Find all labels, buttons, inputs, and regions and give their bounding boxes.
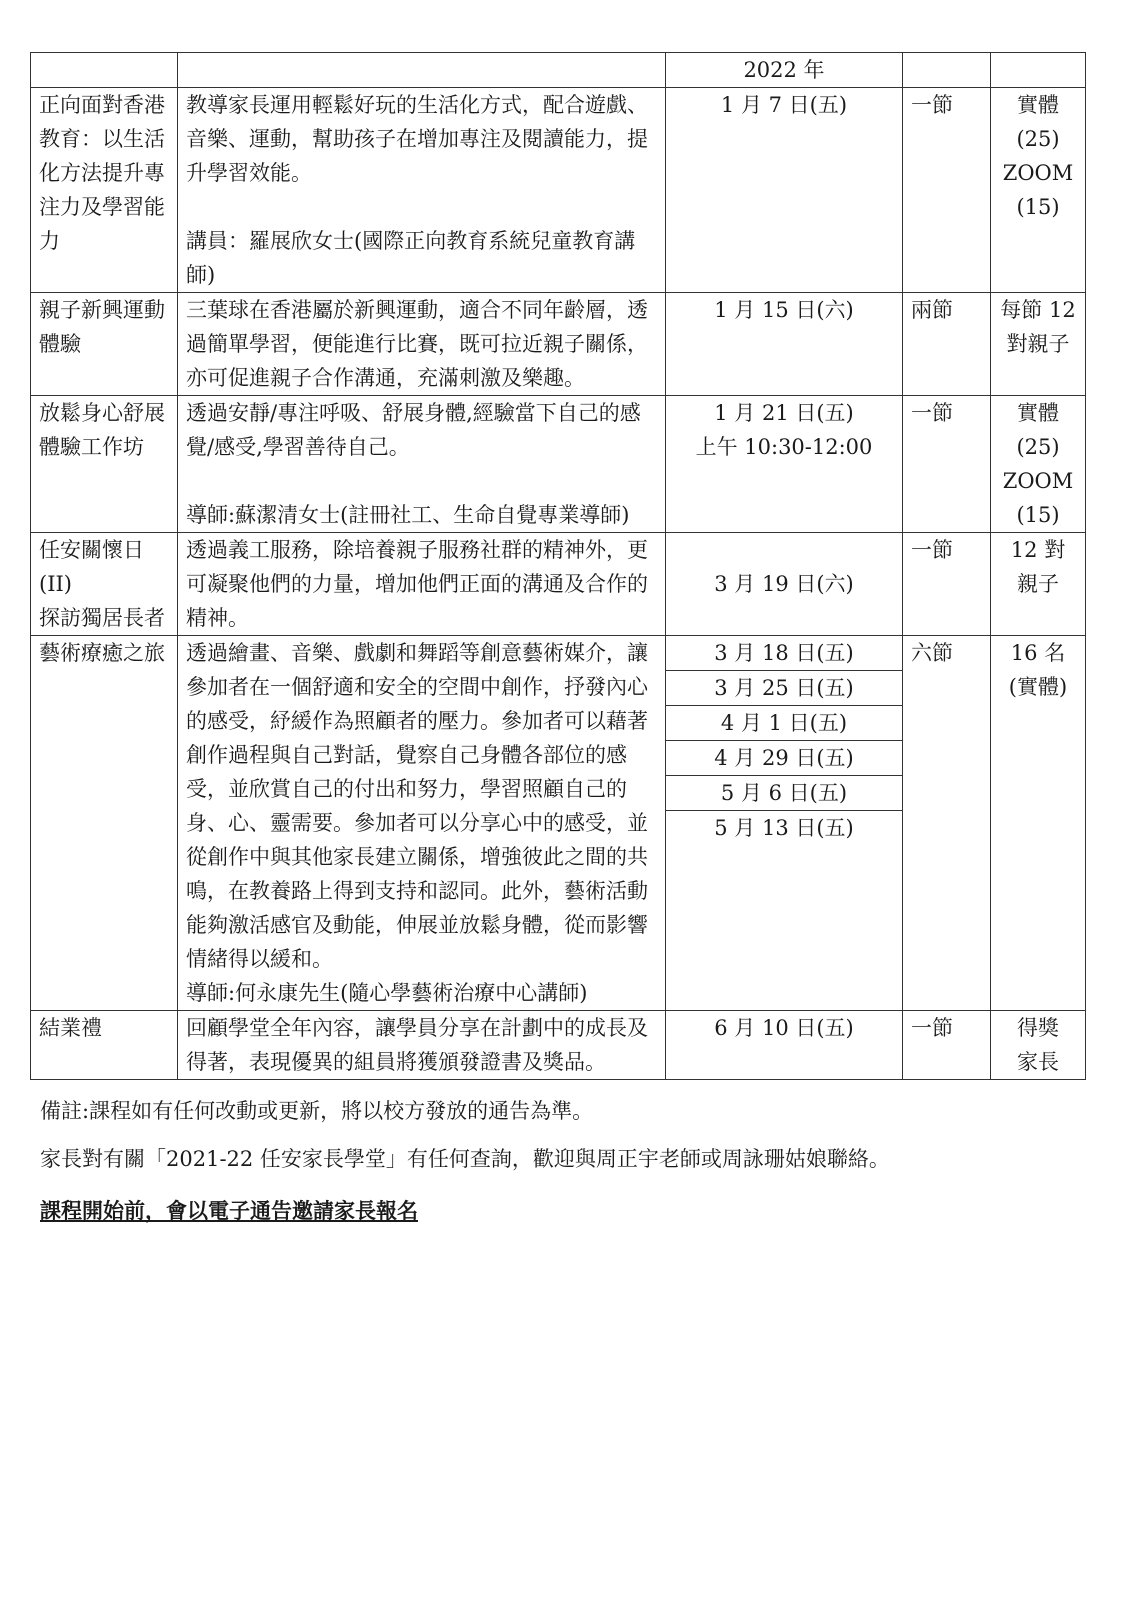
description-text: 透過繪畫、音樂、戲劇和舞蹈等創意藝術媒介，讓參加者在一個舒適和安全的空間中創作，抒發內心的感受，紓緩作為照顧者的壓力。參加者可以藉著創作過程與自己對話，覺察自己身體各部位的感受，並欣賞自己的付出和努力，學習照顧自己的身、心、靈需要。參加者可以分享心中的感受，並從創作中與其他家長建立關係，增強彼此之間的共鳴，在教養路上得到支持和認同。此外，藝術活動能夠激活感官及動能，伸展並放鬆身體，從而影響情緒得以緩和。 [186,641,648,971]
table-row [31,293,1086,396]
course-quota [991,1011,1086,1080]
speaker-text: 導師:何永康先生(隨心學藝術治療中心講師) [186,981,588,1005]
course-dates [666,636,903,1011]
header-cell-empty [991,53,1086,88]
date-item: 3 月 18 日(五) [666,636,902,671]
date-item: 5 月 13 日(五) [714,816,854,840]
quota-line: 12 對 [1010,538,1066,562]
table-row [31,1011,1086,1080]
quota-line: 實體 [1017,93,1059,117]
course-quota [991,396,1086,533]
quota-line: ZOOM [1002,469,1074,493]
course-quota [991,533,1086,636]
table-row [31,88,1086,293]
quota-line: (25) [1016,435,1060,459]
document-page [30,52,1085,1242]
course-description: 三葉球在香港屬於新興運動，適合不同年齡層，透過簡單學習，便能進行比賽，既可拉近親子關係，亦可促進親子合作溝通，充滿刺激及樂趣。 [178,293,666,396]
contact-note: 家長對有關「2021-22 任安家長學堂」有任何查詢，歡迎與周正宇老師或周詠珊姑娘聯絡。 [40,1147,890,1171]
remark-note: 備註:課程如有任何改動或更新，將以校方發放的通告為準。 [40,1099,594,1123]
course-date: 1 月 7 日(五) [666,88,903,293]
course-sessions: 一節 [903,88,991,293]
speaker-text: 講員：羅展欣女士(國際正向教育系統兒童教育講師) [186,229,636,287]
course-quota [991,293,1086,396]
table-header-row [31,53,1086,88]
quota-line: 16 名 [1010,641,1066,665]
table-row [31,533,1086,636]
quota-line: (25) [1016,127,1060,151]
date-item: 4 月 29 日(五) [666,741,902,776]
notes-section [30,1094,1085,1228]
table-row [31,396,1086,533]
course-sessions: 兩節 [903,293,991,396]
header-cell-empty [31,53,178,88]
course-title: 結業禮 [31,1011,178,1080]
course-sessions: 一節 [903,533,991,636]
date-item: 4 月 1 日(五) [666,706,902,741]
course-sessions: 一節 [903,1011,991,1080]
course-quota [991,88,1086,293]
date-item: 5 月 6 日(五) [666,776,902,811]
time-line: 上午 10:30-12:00 [695,435,873,459]
course-sessions: 一節 [903,396,991,533]
header-year: 2022 年 [666,53,903,88]
title-line: (II) [39,572,72,596]
course-title [31,533,178,636]
course-description [178,88,666,293]
quota-line: ZOOM [1002,161,1074,185]
course-title: 親子新興運動體驗 [31,293,178,396]
course-sessions: 六節 [903,636,991,1011]
quota-line: 得獎 [1017,1016,1059,1040]
course-date: 1 月 15 日(六) [666,293,903,396]
course-quota [991,636,1086,1011]
header-cell-empty [903,53,991,88]
course-description: 透過義工服務，除培養親子服務社群的精神外，更可凝聚他們的力量，增加他們正面的溝通及合作的精神。 [178,533,666,636]
quota-line: (實體) [1008,675,1068,699]
quota-line: (15) [1016,503,1060,527]
date-item: 3 月 25 日(五) [666,671,902,706]
quota-line: 對親子 [1006,332,1070,356]
enrolment-note: 課程開始前，會以電子通告邀請家長報名 [40,1198,418,1223]
description-text: 透過安靜/專注呼吸、舒展身體,經驗當下自己的感覺/感受,學習善待自己。 [186,401,641,459]
title-line: 探訪獨居長者 [39,606,165,630]
course-description [178,396,666,533]
date-list [666,636,902,845]
title-line: 任安關懷日 [39,538,144,562]
course-description: 回顧學堂全年內容，讓學員分享在計劃中的成長及得著，表現優異的組員將獲頒發證書及獎品。 [178,1011,666,1080]
course-title: 正向面對香港教育：以生活化方法提升專注力及學習能力 [31,88,178,293]
course-schedule-table [30,52,1086,1080]
table-row [31,636,1086,1011]
course-description [178,636,666,1011]
quota-line: 家長 [1017,1050,1059,1074]
header-cell-empty [178,53,666,88]
course-date [666,396,903,533]
quota-line: 親子 [1017,572,1059,596]
description-text: 教導家長運用輕鬆好玩的生活化方式，配合遊戲、音樂、運動，幫助孩子在增加專注及閱讀能力，提升學習效能。 [186,93,648,185]
course-title: 藝術療癒之旅 [31,636,178,1011]
quota-line: 每節 12 [1000,298,1076,322]
quota-line: 實體 [1017,401,1059,425]
speaker-text: 導師:蘇潔清女士(註冊社工、生命自覺專業導師) [186,503,630,527]
quota-line: (15) [1016,195,1060,219]
course-title: 放鬆身心舒展體驗工作坊 [31,396,178,533]
course-date: 3 月 19 日(六) [666,533,903,636]
date-line: 1 月 21 日(五) [714,401,854,425]
course-date: 6 月 10 日(五) [666,1011,903,1080]
